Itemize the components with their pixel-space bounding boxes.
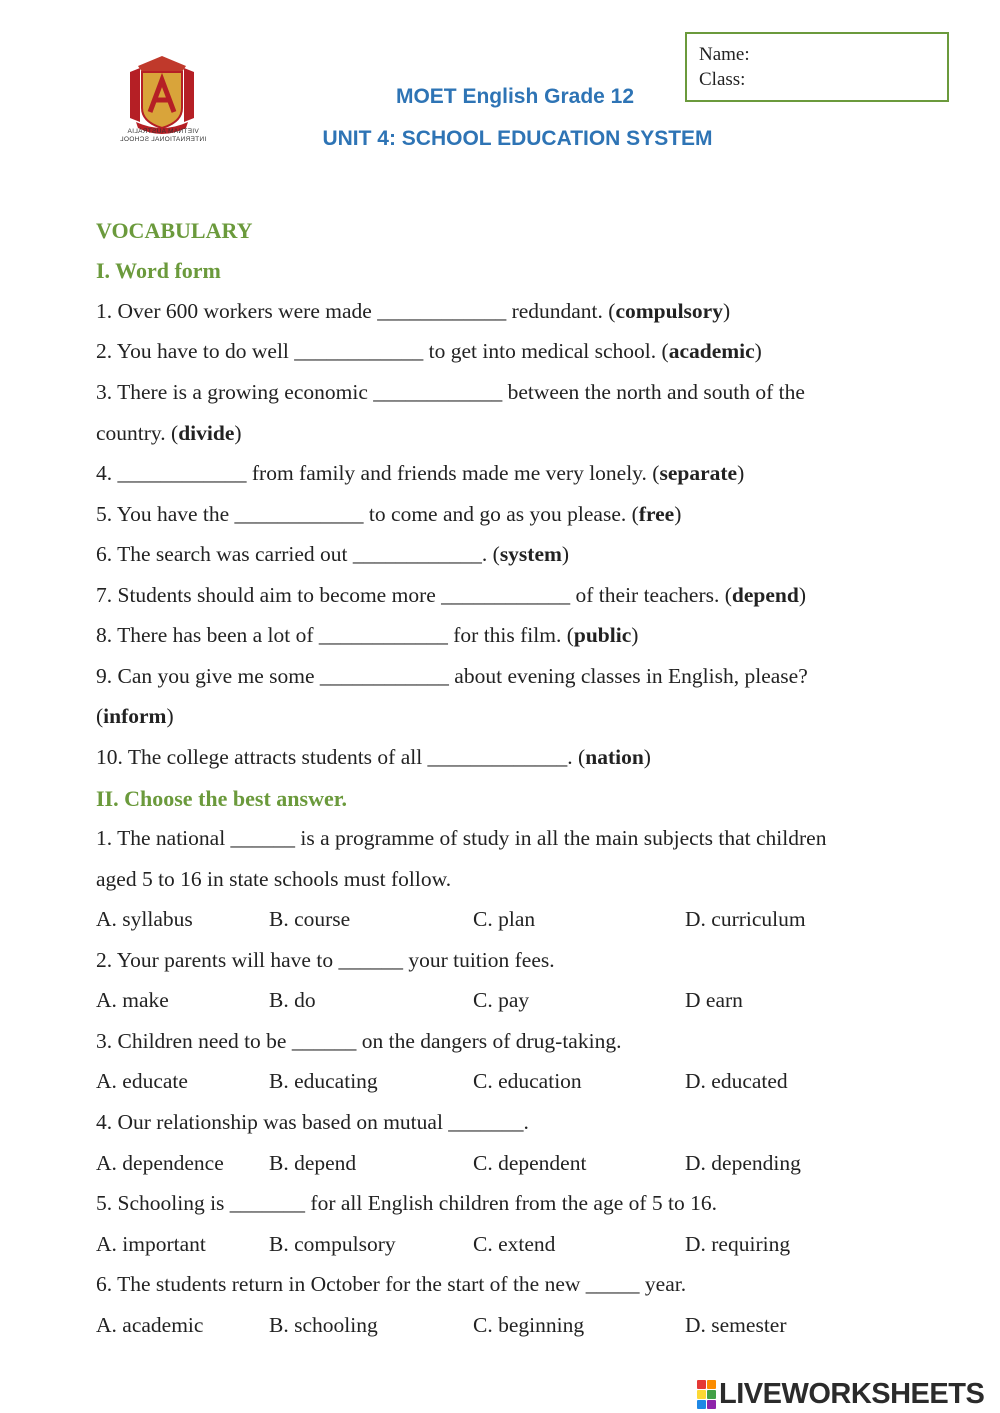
word-form-heading: I. Word form — [96, 258, 221, 283]
crest-top — [138, 56, 186, 72]
q8-text: 8. There has been a lot of ____________ for this film. ( — [96, 623, 574, 647]
name-class-box[interactable] — [685, 32, 949, 102]
q1-option-c[interactable]: C. plan — [473, 907, 536, 931]
q4-word: separate — [659, 461, 738, 485]
liveworksheets-brand[interactable] — [697, 1377, 984, 1411]
brand-cell-4 — [707, 1390, 716, 1399]
q6-option-c[interactable]: C. beginning — [473, 1313, 585, 1337]
vocabulary-heading: VOCABULARY — [96, 218, 253, 243]
q5-text: 5. You have the ____________ to come and go as you please. ( — [96, 502, 639, 526]
q3-option-b[interactable]: B. educating — [269, 1069, 378, 1093]
q4-text: 4. ____________ from family and friends made me very lonely. ( — [96, 461, 660, 485]
choose-heading: II. Choose the best answer. — [96, 786, 347, 811]
q5-option-d[interactable]: D. requiring — [685, 1232, 791, 1256]
q7-close: ) — [798, 583, 807, 607]
choose-q4: 4. Our relationship was based on mutual _______. — [96, 1110, 529, 1134]
q2-text: 2. You have to do well ____________ to get into medical school. ( — [96, 339, 669, 363]
q1-word: compulsory — [615, 299, 723, 323]
word-form-q6 — [96, 542, 569, 567]
q8-word: public — [573, 623, 632, 647]
brand-cell-1 — [697, 1380, 706, 1389]
brand-logo-icon — [697, 1380, 716, 1409]
q9-word: inform — [103, 704, 167, 728]
word-form-q3-line1: 3. There is a growing economic ____________ between the north and south of the — [96, 380, 805, 404]
crest-left-pillar — [130, 68, 140, 122]
q6-option-d[interactable]: D. semester — [685, 1313, 787, 1337]
q1-option-b[interactable]: B. course — [269, 907, 351, 931]
choose-q2: 2. Your parents will have to ______ your tuition fees. — [96, 948, 555, 972]
word-form-q7 — [96, 583, 806, 608]
q2-option-c[interactable]: C. pay — [473, 988, 530, 1012]
brand-text: LIVEWORKSHEETS — [719, 1377, 985, 1410]
q10-text: 10. The college attracts students of all _____________. ( — [96, 745, 586, 769]
q3-option-c[interactable]: C. education — [473, 1069, 582, 1093]
worksheet-title: MOET English Grade 12 — [395, 85, 635, 108]
q10-word: nation — [585, 745, 644, 769]
q4-option-d[interactable]: D. depending — [685, 1151, 801, 1175]
q9-close: ) — [166, 704, 174, 728]
school-name-text: VIETNAM AUSTRALIA INTERNATIONAL SCHOOL — [119, 128, 207, 143]
q3-option-d[interactable]: D. educated — [685, 1069, 788, 1093]
q4-option-b[interactable]: B. depend — [269, 1151, 357, 1175]
unit-title: UNIT 4: SCHOOL EDUCATION SYSTEM — [322, 127, 713, 150]
word-form-q3-line2 — [96, 421, 242, 446]
q4-option-a[interactable]: A. dependence — [96, 1151, 224, 1175]
word-form-q4 — [96, 461, 744, 486]
q6-option-b[interactable]: B. schooling — [269, 1313, 378, 1337]
q3-word: divide — [178, 421, 235, 445]
q7-word: depend — [731, 583, 799, 607]
q2-option-a[interactable]: A. make — [96, 988, 169, 1012]
q2-option-d[interactable]: D earn — [685, 988, 743, 1012]
name-label: Name: — [699, 44, 750, 65]
q2-option-b[interactable]: B. do — [269, 988, 316, 1012]
word-form-q2 — [96, 339, 762, 364]
q6-word: system — [499, 542, 562, 566]
q3-text2: country. ( — [96, 421, 179, 445]
word-form-q5 — [96, 502, 681, 527]
q8-close: ) — [631, 623, 639, 647]
q1-close: ) — [722, 299, 731, 323]
brand-cell-5 — [697, 1400, 706, 1409]
choose-q5: 5. Schooling is _______ for all English children from the age of 5 to 16. — [96, 1191, 718, 1215]
choose-q6: 6. The students return in October for the start of the new _____ year. — [96, 1272, 687, 1296]
q9-open: ( — [96, 704, 104, 728]
q3-close: ) — [234, 421, 242, 445]
q5-word: free — [638, 502, 675, 526]
choose-q1-line2: aged 5 to 16 in state schools must follow. — [96, 867, 452, 891]
q4-close: ) — [737, 461, 745, 485]
q1-text: 1. Over 600 workers were made ____________ redundant. ( — [96, 299, 616, 323]
word-form-q9-line1: 9. Can you give me some ____________ about evening classes in English, please? — [96, 664, 808, 688]
q5-option-c[interactable]: C. extend — [473, 1232, 556, 1256]
q4-option-c[interactable]: C. dependent — [473, 1151, 587, 1175]
q6-text: 6. The search was carried out ____________. ( — [96, 542, 500, 566]
q3-option-a[interactable]: A. educate — [96, 1069, 188, 1093]
q7-text: 7. Students should aim to become more ____________ of their teachers. ( — [96, 583, 732, 607]
choose-q3: 3. Children need to be ______ on the dangers of drug-taking. — [96, 1029, 622, 1053]
q5-option-b[interactable]: B. compulsory — [269, 1232, 396, 1256]
brand-cell-6 — [707, 1400, 716, 1409]
q1-option-d[interactable]: D. curriculum — [685, 907, 806, 931]
choose-q1-line1: 1. The national ______ is a programme of study in all the main subjects that children — [96, 826, 827, 850]
q6-option-a[interactable]: A. academic — [96, 1313, 204, 1337]
q2-close: ) — [754, 339, 762, 363]
brand-cell-2 — [707, 1380, 716, 1389]
word-form-q10 — [96, 745, 651, 770]
q6-close: ) — [561, 542, 570, 566]
word-form-q9-line2 — [96, 704, 174, 729]
class-label: Class: — [699, 69, 746, 90]
crest-right-pillar — [184, 68, 194, 122]
q10-close: ) — [643, 745, 651, 769]
word-form-q8 — [96, 623, 638, 648]
brand-cell-3 — [697, 1390, 706, 1399]
q2-word: academic — [668, 339, 755, 363]
q5-option-a[interactable]: A. important — [96, 1232, 206, 1256]
q1-option-a[interactable]: A. syllabus — [96, 907, 193, 931]
word-form-q1 — [96, 299, 730, 324]
q5-close: ) — [674, 502, 682, 526]
